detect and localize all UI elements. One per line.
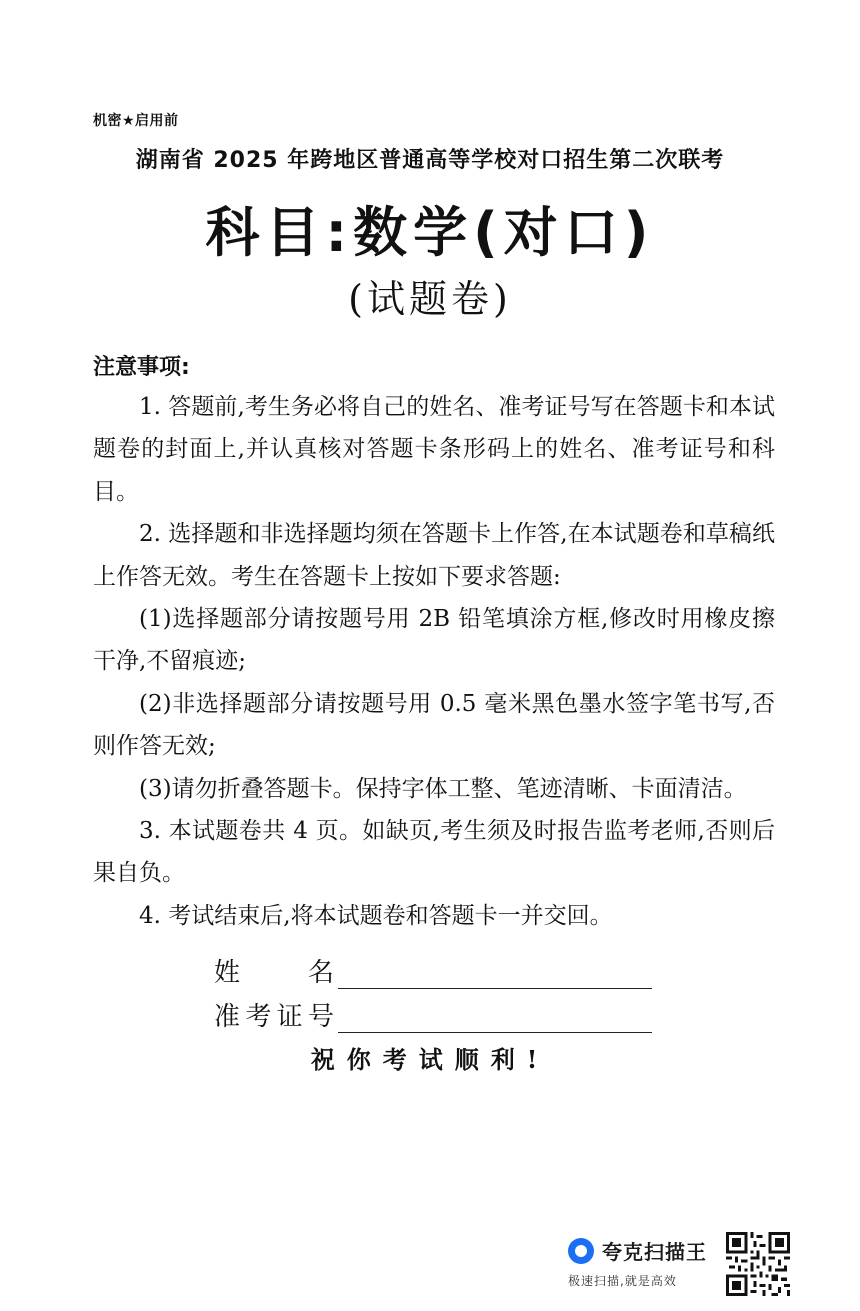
notes-list xyxy=(93,386,775,937)
name-blank[interactable] xyxy=(338,962,652,989)
scanner-brand: 夸克扫描王 xyxy=(602,1240,707,1264)
scanner-watermark xyxy=(568,1232,794,1296)
exam-id-blank[interactable] xyxy=(338,1006,652,1033)
exam-name: 湖南省 2025 年跨地区普通高等学校对口招生第二次联考 xyxy=(135,148,725,173)
note-item: 3. 本试题卷共 4 页。如缺页,考生须及时报告监考老师,否则后果自负。 xyxy=(93,818,775,887)
name-field[interactable] xyxy=(214,952,654,989)
exam-id-field[interactable] xyxy=(214,996,654,1033)
note-item: 2. 选择题和非选择题均须在答题卡上作答,在本试题卷和草稿纸上作答无效。考生在答题卡上按如下要求答题: xyxy=(93,521,775,590)
notes-heading: 注意事项: xyxy=(93,355,190,380)
note-item: (3)请勿折叠答题卡。保持字体工整、笔迹清晰、卡面清洁。 xyxy=(139,775,747,802)
note-item: (2)非选择题部分请按题号用 0.5 毫米黑色墨水签字笔书写,否则作答无效; xyxy=(93,690,775,760)
paper-type: (试题卷) xyxy=(348,277,512,321)
scanner-slogan: 极速扫描,就是高效 xyxy=(568,1274,677,1288)
qr-code-icon xyxy=(726,1232,790,1296)
note-item: 1. 答题前,考生务必将自己的姓名、准考证号写在答题卡和本试题卷的封面上,并认真核对答题卡条形码上的姓名、准考证号和科目。 xyxy=(93,394,775,505)
exam-id-label: 准考证号 xyxy=(214,1002,334,1032)
subject-title: 科目:数学(对口) xyxy=(205,201,655,264)
note-item: (1)选择题部分请按题号用 2B 铅笔填涂方框,修改时用橡皮擦干净,不留痕迹; xyxy=(93,606,775,675)
confidential-label: 机密★启用前 xyxy=(93,113,179,129)
quark-logo-icon xyxy=(568,1238,594,1264)
name-label: 姓名 xyxy=(214,958,334,988)
good-luck-message: 祝你考试顺利! xyxy=(310,1045,550,1074)
note-item: 4. 考试结束后,将本试题卷和答题卡一并交回。 xyxy=(139,902,613,929)
